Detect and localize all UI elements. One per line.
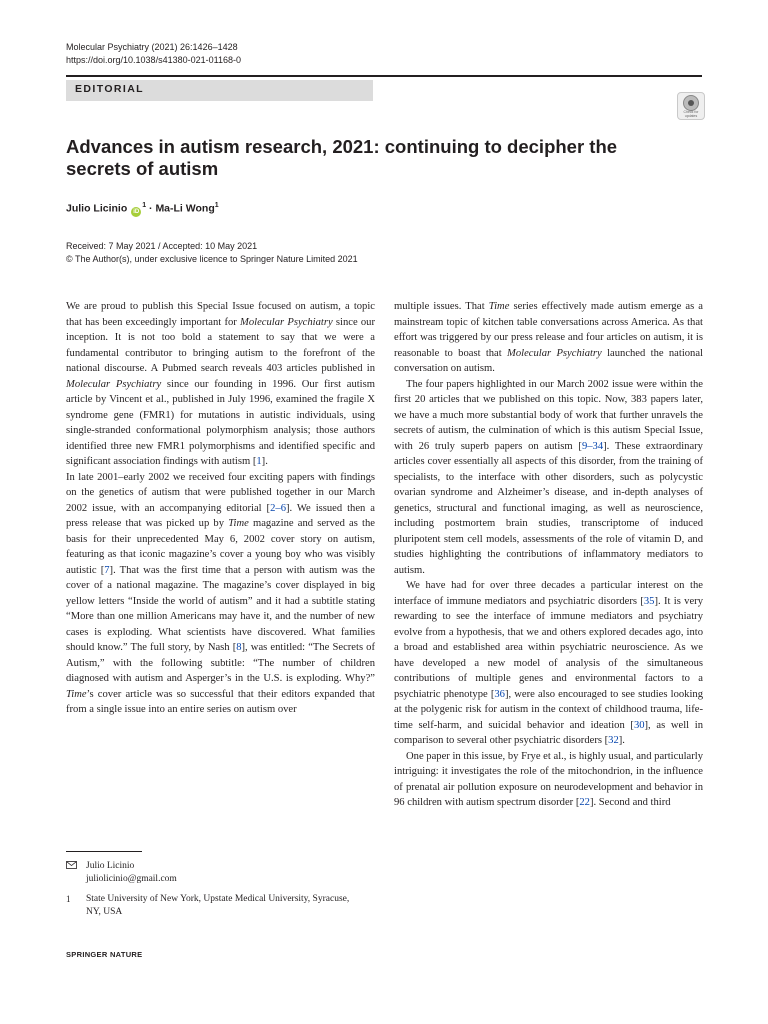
correspondence — [66, 860, 366, 886]
author-list — [66, 202, 219, 217]
publisher-logo: SPRINGER NATURE — [66, 950, 143, 959]
citation-link[interactable]: 35 — [643, 595, 655, 607]
copyright-notice: © The Author(s), under exclusive licence to Springer Nature Limited 2021 — [66, 254, 358, 264]
citation-link[interactable]: 9–34 — [581, 440, 604, 452]
author-name[interactable]: Ma-Li Wong — [155, 202, 215, 215]
citation-link[interactable]: 2–6 — [270, 502, 286, 514]
doi-link[interactable]: https://doi.org/10.1038/s41380-021-01168-0 — [66, 55, 241, 65]
journal-name: Molecular Psychiatry — [66, 378, 162, 390]
affiliation — [66, 893, 366, 919]
article-title: Advances in autism research, 2021: continuing to decipher the secrets of autism — [66, 136, 618, 179]
paragraph: One paper in this issue, by Frye et al., is highly usual, and particularly intriguing: it investigates the role of the mitochondrion, in the influence of prenatal air pollution exposure on neurodevelopment and behavior in 96 children with autism spectrum disorder [22]. Second and third — [394, 750, 703, 808]
check-for-updates-ring — [683, 95, 699, 111]
section-label: EDITORIAL — [75, 83, 144, 95]
paragraph: We are proud to publish this Special Issue focused on autism, a topic that has been exceedingly important for Molecular Psychiatry since our inception. It is not too bold a statement to say that we were a fundamental contributor to bringing autism to the forefront of the national discourse. A Pubmed search reveals 403 articles published in Molecular Psychiatry since our founding in 1996. Our first autism article by Vincent et al., published in July 1996, examined the fragile X syndrome gene (FMR1) for mutations in autistic individuals, using single-stranded conformational polymorphism analysis; those authors identified three new FMR1 polymorphisms and identified specific and significant association findings with autism [1]. — [66, 301, 375, 467]
author-name[interactable]: Julio Licinio — [66, 202, 128, 215]
affiliation-marker: 1 — [142, 202, 147, 209]
affiliation-number: 1 — [66, 894, 71, 904]
check-for-updates-icon[interactable] — [677, 92, 705, 120]
paragraph: In late 2001–early 2002 we received four exciting papers with findings on the genetics of autism that were published together in our March 2002 issue, with an accompanying editorial [2–6]. We issued then a press release that was picked up by Time magazine and served as the basis for their unprecedented May 6, 2002 cover story on autism, featuring as that iconic magazine’s cover a young boy who was visibly autistic [7]. That was the first time that a person with autism was the cover of a national magazine. The magazine’s cover displayed in big yellow letters “Inside the world of autism” and it had a subtitle stating “More than one million Americans may have it, and the number of new cases is exploding. What scientists have discovered. What families should know.” The full story, by Nash [8], was entitled: “The Secrets of Autism,” with the following subtitle: “The number of children diagnosed with autism and Asperger’s in the U.S. is exploding. Why?” Time’s cover article was so successful that their editors expanded that from a single issue into an entire series on autism over — [66, 471, 375, 715]
magazine-name: Time — [66, 688, 87, 700]
citation-link[interactable]: 36 — [494, 688, 505, 700]
envelope-icon — [66, 860, 86, 886]
header-rule — [66, 75, 702, 77]
paragraph: multiple issues. That Time series effectively made autism emerge as a mainstream topic of kitchen table conversations across America. As that effort was triggered by our press release and four articles on autism, it is reasonable to boast that Molecular Psychiatry launched the national conversation on autism. — [394, 301, 704, 374]
footnotes — [66, 860, 366, 919]
citation-link[interactable]: 22 — [579, 797, 590, 808]
citation-link[interactable]: 7 — [104, 564, 110, 576]
journal-header — [66, 41, 241, 67]
footnote-rule — [66, 851, 142, 852]
magazine-name: Time — [228, 518, 249, 529]
citation-link[interactable]: 32 — [608, 735, 619, 746]
orcid-icon[interactable]: iD — [133, 208, 140, 215]
citation-link[interactable]: 30 — [633, 719, 645, 731]
received-accepted-dates: Received: 7 May 2021 / Accepted: 10 May 2021 — [66, 241, 258, 251]
journal-citation: Molecular Psychiatry (2021) 26:1426–1428 — [66, 42, 238, 52]
citation-link[interactable]: 8 — [236, 642, 242, 653]
paragraph: We have had for over three decades a particular interest on the interface of immune mediators and psychiatric disorders [35]. It is very rewarding to see the interface of immune mediators and psychiatry evolve from a hypothesis, that we and others explored decades ago, into a broad and established area within psychiatric neuroscience. As we have developed a new model of analysis of the simultaneous contributions of multiple genes and environmental factors to a psychiatric phenotype [36], were also encouraged to see studies looking at the polygenic risk for autism in the context of childhood trauma, life-time self-harm, and suicidal behavior and ideation [30], as well in comparison to several other psychiatric disorders [32]. — [394, 580, 703, 746]
article-meta — [66, 240, 358, 266]
journal-name: Molecular Psychiatry — [507, 347, 602, 359]
affiliation-marker: 1 — [214, 202, 219, 209]
paragraph: The four papers highlighted in our March 2002 issue were within the first 20 articles that we published on this topic. Now, 383 papers later, we have a much more substantial body of work that further unravels the secrets of autism, the culmination of which is this autism Special Issue, with 26 truly superb papers on autism [9–34]. These extraordinary articles cover essentially all aspects of this disorder, from the training of specialists, to the interface with other disorders, such as polycystic ovarian syndrome and Alzheimer’s disease, and in-depth analyses of genetics, structural and functional imaging, as well as neuroscience, including postmortem brain studies, transcriptome of induced pluripotent stem cell models, assessments of the role of vitamin D, and studies highlighting the contributions of inflammatory mediators to autism. — [394, 378, 703, 576]
magazine-name: Time — [488, 301, 510, 312]
right-column — [394, 299, 703, 811]
citation-link[interactable]: 1 — [256, 456, 262, 467]
check-for-updates-text: Check for updates — [683, 110, 699, 118]
author-separator: · — [146, 202, 156, 215]
journal-name: Molecular Psychiatry — [240, 316, 333, 328]
left-column — [66, 299, 375, 718]
email-link[interactable]: juliolicinio@gmail.com — [86, 874, 177, 884]
affiliation-text: State University of New York, Upstate Medical University, Syracuse, NY, USA — [86, 894, 350, 917]
correspondence-name: Julio Licinio — [86, 861, 135, 871]
